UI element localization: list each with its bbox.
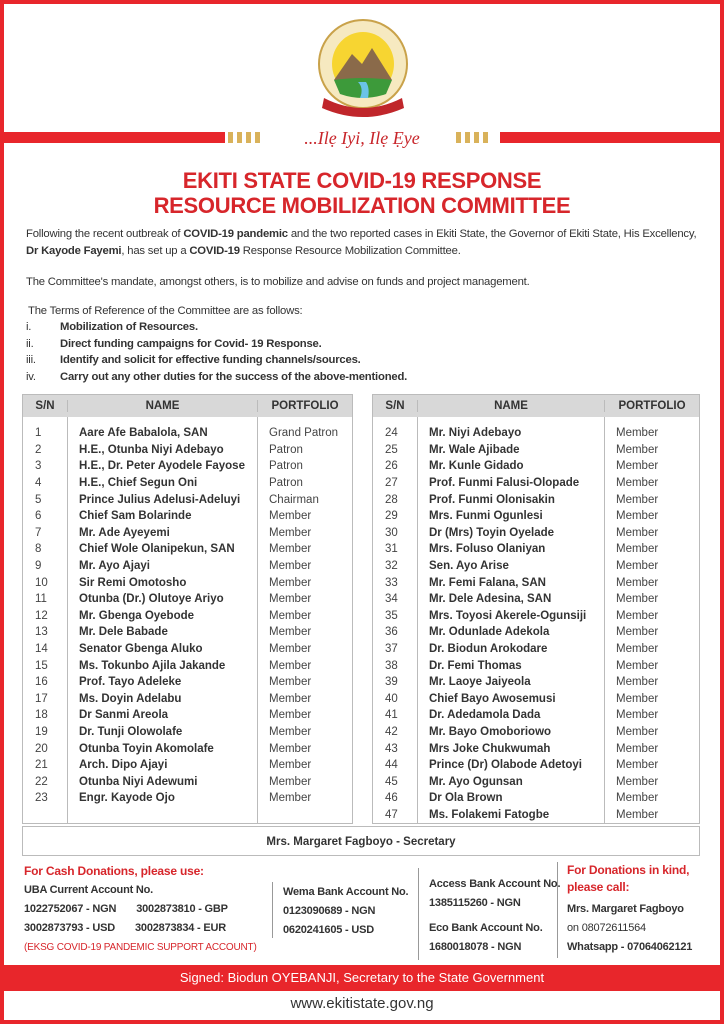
member-portfolio: Member [616, 759, 659, 772]
member-sn: 29 [385, 510, 398, 523]
governor-name: Dr Kayode Fayemi [26, 244, 122, 257]
table-row [23, 442, 352, 459]
table-row [373, 707, 699, 724]
table-header [373, 395, 699, 417]
intro-text: , has set up a [121, 244, 190, 257]
member-portfolio: Member [616, 560, 659, 573]
member-name: Mr. Niyi Adebayo [429, 427, 522, 440]
member-name: Mr. Ayo Ogunsan [429, 775, 523, 788]
wema-account: 0620241605 - USD [283, 924, 374, 936]
table-row [23, 724, 352, 741]
member-sn: 30 [385, 526, 398, 539]
member-name: Mr. Gbenga Oyebode [79, 609, 195, 622]
eco-label: Eco Bank Account No. [429, 922, 543, 934]
table-row [373, 608, 699, 625]
member-portfolio: Member [616, 477, 659, 490]
member-portfolio: Member [616, 692, 659, 705]
member-sn: 16 [35, 676, 48, 689]
table-row [373, 790, 699, 807]
member-sn: 20 [35, 742, 48, 755]
table-row [373, 657, 699, 674]
member-portfolio: Member [269, 510, 312, 523]
contact-whatsapp: Whatsapp - 07064062121 [567, 941, 693, 953]
title-line-2: RESOURCE MOBILIZATION COMMITTEE [153, 193, 571, 218]
member-name: Mrs. Foluso Olaniyan [429, 543, 546, 556]
wema-bank [283, 883, 408, 940]
member-sn: 15 [35, 659, 48, 672]
in-kind-donations [567, 862, 692, 957]
member-sn: 41 [385, 709, 398, 722]
table-row [23, 574, 352, 591]
member-portfolio: Member [616, 493, 659, 506]
member-portfolio: Member [616, 427, 659, 440]
table-row [373, 574, 699, 591]
member-portfolio: Member [616, 725, 659, 738]
member-sn: 47 [385, 808, 398, 821]
table-row [23, 608, 352, 625]
table-row [373, 558, 699, 575]
member-name: Ms. Folakemi Fatogbe [429, 808, 550, 821]
table-row [373, 807, 699, 824]
uba-label: UBA Current Account No. [24, 884, 154, 896]
table-row [23, 641, 352, 658]
table-row [373, 773, 699, 790]
member-sn: 5 [35, 493, 42, 506]
member-name: H.E., Otunba Niyi Adebayo [79, 443, 224, 456]
member-portfolio: Member [616, 593, 659, 606]
wema-account: 0123090689 - NGN [283, 905, 376, 917]
access-account: 1385115260 - NGN [429, 897, 521, 909]
member-sn: 34 [385, 593, 398, 606]
member-portfolio: Member [269, 543, 312, 556]
member-portfolio: Member [616, 709, 659, 722]
member-sn: 9 [35, 560, 42, 573]
uba-account: 3002873810 - GBP [136, 903, 228, 915]
member-sn: 45 [385, 775, 398, 788]
kind-heading: please call: [567, 880, 630, 894]
member-name: H.E., Chief Segun Oni [79, 477, 198, 490]
table-header [23, 395, 352, 417]
member-name: Mr. Wale Ajibade [429, 443, 520, 456]
member-name: Mr. Kunle Gidado [429, 460, 524, 473]
member-portfolio: Member [616, 576, 659, 589]
header-portfolio: PORTFOLIO [604, 400, 699, 412]
member-name: Ms. Doyin Adelabu [79, 692, 182, 705]
table-row [23, 541, 352, 558]
contact-phone: on 08072611564 [567, 922, 646, 934]
member-sn: 35 [385, 609, 398, 622]
member-name: Sir Remi Omotosho [79, 576, 187, 589]
member-name: Mr. Ayo Ajayi [79, 560, 150, 573]
kind-heading: For Donations in kind, [567, 863, 690, 877]
member-name: Prince Julius Adelusi-Adeluyi [79, 493, 241, 506]
member-name: Prince (Dr) Olabode Adetoyi [429, 759, 582, 772]
member-sn: 46 [385, 792, 398, 805]
member-portfolio: Member [616, 460, 659, 473]
member-portfolio: Patron [269, 443, 303, 456]
member-portfolio: Member [269, 676, 312, 689]
member-sn: 42 [385, 725, 398, 738]
access-eco-bank [429, 875, 560, 957]
member-sn: 33 [385, 576, 398, 589]
table-row [23, 691, 352, 708]
cash-donations [24, 862, 274, 957]
table-row [373, 591, 699, 608]
header-name: NAME [67, 400, 257, 412]
member-portfolio: Member [616, 643, 659, 656]
member-name: Sen. Ayo Arise [429, 560, 509, 573]
member-sn: 40 [385, 692, 398, 705]
ekiti-state-seal-logo [314, 18, 412, 122]
title-line-1: EKITI STATE COVID-19 RESPONSE [182, 168, 542, 193]
table-row [373, 525, 699, 542]
member-sn: 24 [385, 427, 398, 440]
access-label: Access Bank Account No. [429, 878, 561, 890]
member-name: Mr. Bayo Omoboriowo [429, 725, 552, 738]
header-portfolio: PORTFOLIO [257, 400, 352, 412]
table-row [23, 773, 352, 790]
member-sn: 11 [35, 593, 47, 606]
member-name: Chief Bayo Awosemusi [429, 692, 556, 705]
intro-text: Response Resource Mobilization Committee. [239, 244, 461, 257]
member-sn: 3 [35, 460, 42, 473]
member-name: Ms. Tokunbo Ajila Jakande [79, 659, 226, 672]
table-row [23, 508, 352, 525]
member-name: Mrs. Funmi Ogunlesi [429, 510, 543, 523]
member-name: Aare Afe Babalola, SAN [79, 427, 208, 440]
member-sn: 36 [385, 626, 398, 639]
member-sn: 21 [35, 759, 48, 772]
member-sn: 28 [385, 493, 398, 506]
member-portfolio: Member [269, 692, 312, 705]
uba-account: 3002873834 - EUR [134, 922, 226, 934]
website-link[interactable]: www.ekitistate.gov.ng [0, 991, 724, 1024]
member-portfolio: Member [616, 808, 659, 821]
member-sn: 14 [35, 643, 48, 656]
intro-paragraph [26, 226, 706, 259]
eco-account: 1680018078 - NGN [429, 941, 522, 953]
member-portfolio: Member [616, 609, 659, 622]
member-sn: 18 [35, 709, 48, 722]
member-name: Dr. Biodun Arokodare [429, 643, 548, 656]
term-item: iii. Identify and solicit for effective funding channels/sources. [26, 354, 361, 366]
member-portfolio: Member [616, 526, 659, 539]
member-sn: 12 [35, 609, 48, 622]
signed-bar: Signed: Biodun OYEBANJI, Secretary to the State Government [0, 965, 724, 991]
member-portfolio: Member [269, 643, 312, 656]
member-name: Prof. Tayo Adeleke [79, 676, 182, 689]
member-sn: 10 [35, 576, 48, 589]
member-name: Otunba (Dr.) Olutoye Ariyo [79, 593, 224, 606]
member-sn: 23 [35, 792, 48, 805]
member-portfolio: Member [616, 659, 659, 672]
secretary-row: Mrs. Margaret Fagboyo - Secretary [22, 826, 700, 856]
member-portfolio: Member [616, 742, 659, 755]
member-portfolio: Member [269, 609, 312, 622]
member-portfolio: Member [616, 510, 659, 523]
member-portfolio: Member [616, 792, 659, 805]
intro-bold: COVID-19 pandemic [183, 228, 288, 240]
table-row [23, 740, 352, 757]
terms-list [26, 319, 706, 385]
member-sn: 19 [35, 725, 48, 738]
table-row [23, 757, 352, 774]
member-portfolio: Member [269, 792, 312, 805]
member-sn: 22 [35, 775, 48, 788]
member-portfolio: Member [269, 560, 312, 573]
table-row [373, 541, 699, 558]
table-row [373, 458, 699, 475]
header-sn: S/N [35, 400, 55, 412]
member-name: Mrs. Toyosi Akerele-Ogunsiji [429, 609, 587, 622]
member-portfolio: Member [269, 659, 312, 672]
member-name: Chief Sam Bolarinde [79, 510, 192, 523]
member-portfolio: Member [269, 526, 312, 539]
member-sn: 4 [35, 477, 42, 490]
member-name: Mrs Joke Chukwumah [429, 742, 551, 755]
member-portfolio: Member [269, 759, 312, 772]
member-portfolio: Chairman [269, 493, 319, 506]
member-portfolio: Member [616, 626, 659, 639]
member-sn: 32 [385, 560, 398, 573]
table-row [23, 458, 352, 475]
member-sn: 26 [385, 460, 398, 473]
table-row [373, 425, 699, 442]
term-item: ii. Direct funding campaigns for Covid- 19 Response. [26, 337, 322, 350]
member-portfolio: Member [269, 725, 312, 738]
committee-table-right [372, 394, 700, 824]
table-row [23, 591, 352, 608]
member-portfolio: Patron [269, 477, 303, 490]
member-sn: 39 [385, 676, 398, 689]
table-row [373, 691, 699, 708]
intro-bold: COVID-19 [189, 244, 240, 257]
intro-text: and the two reported cases in Ekiti State, the Governor of Ekiti State, His Excellency, [287, 228, 697, 240]
header-sn: S/N [385, 400, 405, 412]
member-name: Mr. Ade Ayeyemi [79, 526, 170, 539]
table-row [23, 657, 352, 674]
tagline: ...Ilẹ Iyi, Ilẹ Ẹye [304, 128, 420, 148]
member-name: Senator Gbenga Aluko [79, 643, 203, 656]
table-row [23, 558, 352, 575]
member-name: Chief Wole Olanipekun, SAN [79, 543, 235, 556]
table-row [373, 475, 699, 492]
page-title [0, 168, 724, 218]
member-sn: 2 [35, 443, 42, 456]
member-name: Dr (Mrs) Toyin Oyelade [429, 526, 555, 539]
member-portfolio: Member [269, 742, 312, 755]
cash-heading: For Cash Donations, please use: [24, 864, 204, 878]
member-sn: 6 [35, 510, 42, 523]
contact-name: Mrs. Margaret Fagboyo [567, 903, 684, 915]
table-row [23, 491, 352, 508]
table-row [23, 475, 352, 492]
table-row [23, 624, 352, 641]
table-row [373, 740, 699, 757]
member-portfolio: Member [616, 543, 659, 556]
member-name: Mr. Dele Babade [79, 626, 168, 639]
table-row [23, 707, 352, 724]
intro-text: Following the recent outbreak of [26, 228, 184, 240]
table-row [373, 757, 699, 774]
table-row [23, 525, 352, 542]
member-name: Mr. Dele Adesina, SAN [429, 593, 552, 606]
committee-table-left [22, 394, 353, 824]
table-row [373, 491, 699, 508]
member-sn: 37 [385, 643, 398, 656]
member-name: Mr. Odunlade Adekola [429, 626, 550, 639]
member-name: Dr. Adedamola Dada [429, 709, 541, 722]
member-name: Dr Ola Brown [429, 792, 503, 805]
member-name: Otunba Toyin Akomolafe [79, 742, 214, 755]
member-name: Prof. Funmi Olonisakin [429, 493, 555, 506]
member-name: Dr Sanmi Areola [79, 709, 169, 722]
term-item: i. Mobilization of Resources. [26, 321, 198, 333]
term-item: iv. Carry out any other duties for the success of the above-mentioned. [26, 370, 408, 383]
member-name: Mr. Femi Falana, SAN [429, 576, 546, 589]
member-portfolio: Grand Patron [269, 427, 339, 440]
member-name: Dr. Tunji Olowolafe [79, 725, 183, 738]
table-row [373, 442, 699, 459]
member-portfolio: Member [616, 775, 659, 788]
table-row [23, 425, 352, 442]
table-row [23, 790, 352, 807]
member-name: Engr. Kayode Ojo [79, 792, 175, 805]
table-row [373, 624, 699, 641]
member-sn: 44 [385, 759, 398, 772]
member-portfolio: Member [269, 775, 312, 788]
uba-account: 3002873793 - USD [24, 922, 115, 934]
uba-note: (EKSG COVID-19 PANDEMIC SUPPORT ACCOUNT) [24, 942, 257, 953]
member-name: Mr. Laoye Jaiyeola [429, 676, 531, 689]
table-row [373, 674, 699, 691]
member-portfolio: Member [269, 709, 312, 722]
table-row [373, 724, 699, 741]
member-sn: 17 [35, 692, 48, 705]
member-name: Prof. Funmi Falusi-Olopade [429, 477, 580, 490]
terms-intro: The Terms of Reference of the Committee are as follows: [28, 305, 303, 317]
member-sn: 25 [385, 443, 398, 456]
member-sn: 38 [385, 659, 398, 672]
member-sn: 7 [35, 526, 42, 539]
member-sn: 27 [385, 477, 398, 490]
uba-account: 1022752067 - NGN [24, 903, 117, 915]
member-portfolio: Member [269, 626, 312, 639]
table-row [373, 641, 699, 658]
member-sn: 8 [35, 543, 42, 556]
mandate-paragraph: The Committee's mandate, amongst others, is to mobilize and advise on funds and project management. [26, 276, 530, 288]
member-portfolio: Member [269, 576, 312, 589]
wema-label: Wema Bank Account No. [283, 886, 409, 898]
member-portfolio: Member [269, 593, 312, 606]
member-sn: 1 [35, 427, 42, 440]
member-name: H.E., Dr. Peter Ayodele Fayose [79, 460, 245, 473]
member-portfolio: Member [616, 443, 659, 456]
member-name: Arch. Dipo Ajayi [79, 759, 168, 772]
header-name: NAME [417, 400, 604, 412]
member-sn: 13 [35, 626, 48, 639]
table-row [373, 508, 699, 525]
member-sn: 31 [385, 543, 398, 556]
member-sn: 43 [385, 742, 398, 755]
table-row [23, 674, 352, 691]
member-name: Otunba Niyi Adewumi [79, 775, 198, 788]
member-name: Dr. Femi Thomas [429, 659, 522, 672]
member-portfolio: Patron [269, 460, 303, 473]
member-portfolio: Member [616, 676, 659, 689]
